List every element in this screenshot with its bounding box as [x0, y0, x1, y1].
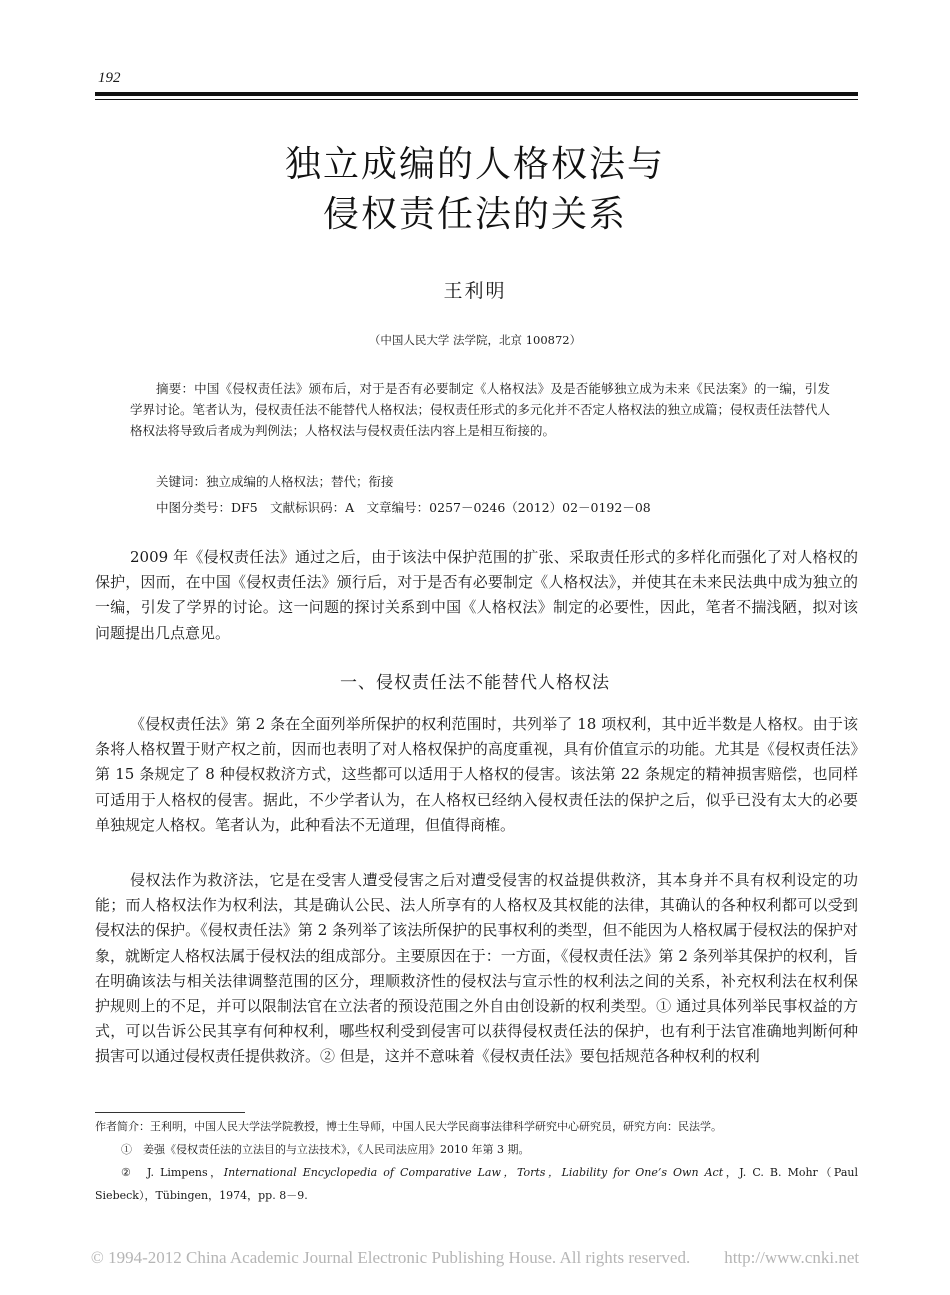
body-paragraph-2: 侵权法作为救济法，它是在受害人遭受侵害之后对遭受侵害的权益提供救济，其本身并不具有权利设定的功能；而人格权法作为权利法，其是确认公民、法人所享有的人格权及其权能的法律，其确认的各种权利都可以受到侵权法的保护。《侵权责任法》第 2 条列举了该法所保护的民事权利的类型，但不能因为人格权属于侵权法的保护对象，就断定人格权法属于侵权法的组成部分。主要原因在于：一方面，《侵权责任法》第 2 条列举其保护的权利，旨在明确该法与相关法律调整范围的区分，理顺救济性的侵权法与宣示性的权利法之间的关系，补充权利法在权利保护规则上的不足，并可以限制法官在立法者的预设范围之外自由创设新的权利类型。① 通过具体列举民事权益的方式，可以告诉公民其享有何种权利，哪些权利受到侵害可以获得侵权责任法的保护，也有利于法官准确地判断何种损害可以通过侵权责任提供救济。② 但是，这并不意味着《侵权责任法》要包括规范各种权利的权利 [95, 871, 858, 1066]
author-note: 作者简介：王利明，中国人民大学法学院教授，博士生导师，中国人民大学民商事法律科学研究中心研究员，研究方向：民法学。 [95, 1120, 722, 1133]
title-line-2: 侵权责任法的关系 [322, 194, 627, 235]
abstract: 摘要：中国《侵权责任法》颁布后，对于是否有必要制定《人格权法》及是否能够独立成为未来《民法案》的一编，引发学界讨论。笔者认为，侵权责任法不能替代人格权法；侵权责任形式的多元化并不否定人格权法的独立成篇；侵权责任法替代人格权法将导致后者成为判例法；人格权法与侵权责任法内容上是相互衔接的。 [130, 381, 831, 438]
classification-info: 中图分类号：DF5 文献标识码：A 文章编号：0257－0246（2012）02－0192－08 [156, 500, 651, 515]
page-number: 192 [98, 70, 121, 86]
article-title [0, 140, 950, 240]
header-rule-thin [95, 99, 858, 100]
intro-paragraph: 2009 年《侵权责任法》通过之后，由于该法中保护范围的扩张、采取责任形式的多样化而强化了对人格权的保护，因而，在中国《侵权责任法》颁行后，对于是否有必要制定《人格权法》，并使其在未来民法典中成为独立的一编，引发了学界的讨论。这一问题的探讨关系到中国《人格权法》制定的必要性，因此，笔者不揣浅陋，拟对该问题提出几点意见。 [95, 548, 858, 642]
keywords: 关键词：独立成编的人格权法；替代；衔接 [156, 474, 394, 489]
footnote-2-italic-title: International Encyclopedia of Comparative Law，Torts，Liability for One’s Own Act [223, 1166, 724, 1179]
body-paragraph-1: 《侵权责任法》第 2 条在全面列举所保护的权利范围时，共列举了 18 项权利，其中近半数是人格权。由于该条将人格权置于财产权之前，因而也表明了对人格权保护的高度重视，具有价值宣示的功能。尤其是《侵权责任法》第 15 条规定了 8 种侵权救济方式，这些都可以适用于人格权的侵害。该法第 22 条规定的精神损害赔偿，也同样可适用于人格权的侵害。据此，不少学者认为，在人格权已经纳入侵权责任法的保护之后，似乎已没有太大的必要单独规定人格权。笔者认为，此种看法不无道理，但值得商榷。 [95, 715, 858, 834]
header-rule-thick [95, 92, 858, 96]
section-heading: 一、侵权责任法不能替代人格权法 [340, 673, 610, 693]
copyright-watermark: © 1994-2012 China Academic Journal Electronic Publishing House. All rights reserved. http://www.cnki.net [90, 1248, 860, 1267]
footnote-rule [95, 1112, 245, 1113]
author-affiliation: （中国人民大学 法学院，北京 100872） [368, 333, 582, 347]
footnote-2-lead: ② J. Limpens， [121, 1166, 224, 1179]
author-name: 王利明 [443, 280, 507, 302]
footnote-2 [95, 1161, 858, 1207]
footnote-1: ① 姜强《侵权责任法的立法目的与立法技术》，《人民司法应用》2010 年第 3 期。 [121, 1143, 530, 1156]
footnote-2-tail: ，J. C. B. Mohr（Paul Siebeck），Tübingen，1974，pp. 8－9. [95, 1166, 858, 1202]
title-line-1: 独立成编的人格权法与 [284, 144, 665, 185]
